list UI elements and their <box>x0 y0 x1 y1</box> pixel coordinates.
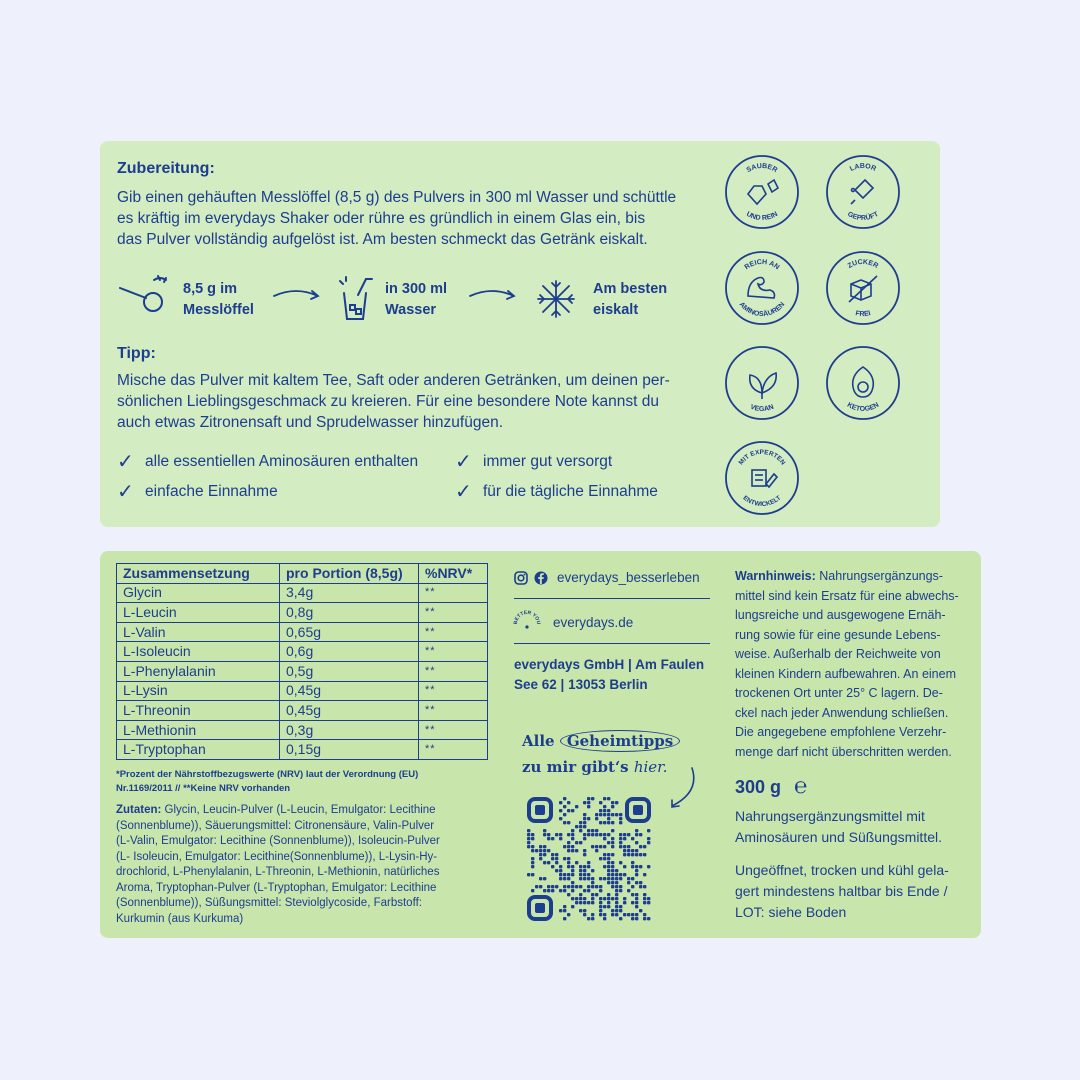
step-line: Am besten <box>593 281 668 297</box>
svg-text:VEGAN <box>749 404 775 413</box>
ingredients-label: Zutaten: <box>116 804 162 816</box>
badge-bottom-text: VEGAN <box>749 403 775 414</box>
nrv-footnote: *Prozent der Nährstoffbezugswerte (NRV) laut der Verordnung (EU) Nr.1169/2011 // **Keine NRV vorhanden <box>116 769 419 794</box>
badge-ketogen <box>825 345 901 421</box>
badge-labor-geprueft <box>825 154 901 230</box>
check-item: ✓ immer gut versorgt <box>455 451 613 473</box>
step-line: 8,5 g im <box>183 281 237 297</box>
social-handle: everydays_besserleben <box>557 570 700 585</box>
preparation-line: Gib einen gehäuften Messlöffel (8,5 g) des Pulvers in 300 ml Wasser und schüttle <box>117 189 677 206</box>
badge-bottom-text: UND REIN <box>745 210 779 223</box>
table-header: pro Portion (8,5g) <box>280 564 419 584</box>
step-scoop-label <box>183 279 254 321</box>
arrow-right-icon <box>272 286 322 302</box>
step-line: Wasser <box>385 302 437 318</box>
step-line: in 300 ml <box>385 281 448 297</box>
social-handle-row[interactable] <box>514 570 700 585</box>
table-row: L-Methionin 0,3g ** <box>117 720 488 740</box>
svg-text:KETOGEN <box>846 402 881 413</box>
step-snowflake-label <box>593 279 667 321</box>
svg-text:FREI <box>855 310 872 318</box>
svg-text:GEPRÜFT <box>846 211 880 223</box>
glass-icon <box>336 275 376 323</box>
table-row: L-Lysin 0,45g ** <box>117 681 488 701</box>
avocado-icon <box>853 367 874 397</box>
website-link: everydays.de <box>553 614 634 630</box>
check-item: ✓ alle essentiellen Aminosäuren enthalten <box>117 451 419 473</box>
svg-text:ZUCKER <box>847 259 879 270</box>
instagram-icon <box>514 571 528 585</box>
better-you-logo-icon <box>512 608 542 636</box>
badge-top-text: REICH AN <box>743 258 781 272</box>
circled-word: Geheimtipps <box>560 730 680 752</box>
product-description: Nahrungsergänzungsmittel mit Aminosäuren und Süßungsmittel. <box>735 808 942 845</box>
svg-text:UND REIN <box>745 211 779 222</box>
cta-line-1: Alle Geheimtipps <box>522 732 680 750</box>
table-header: %NRV* <box>419 564 488 584</box>
badge-bottom-text: AMINOSÄUREN <box>737 301 787 319</box>
badge-reich-an-aminosaeuren <box>724 250 800 326</box>
checkmark-icon: ✓ <box>455 451 472 473</box>
preparation-title: Zubereitung: <box>117 160 215 177</box>
divider <box>514 598 710 599</box>
nutrition-table <box>116 563 488 760</box>
preparation-line: das Pulver vollständig aufgelöst ist. Am besten schmeckt das Getränk eiskalt. <box>117 231 648 248</box>
net-weight: 300 g ℮ <box>735 774 808 799</box>
badge-bottom-text: FREI <box>854 310 872 319</box>
table-row: L-Phenylalanin 0,5g ** <box>117 661 488 681</box>
preparation-text <box>117 187 707 250</box>
tip-line: Mische das Pulver mit kaltem Tee, Saft oder anderen Getränken, um deinen per- <box>117 372 670 389</box>
badge-sauber-und-rein <box>724 154 800 230</box>
arrow-right-icon <box>468 286 518 302</box>
svg-text:BETTER YOU: BETTER YOU <box>512 609 542 625</box>
table-row: L-Valin 0,65g ** <box>117 622 488 642</box>
step-line: eiskalt <box>593 302 639 318</box>
curved-arrow-icon <box>664 766 700 812</box>
svg-text:REICH AN <box>744 259 781 271</box>
badge-zucker-frei <box>825 250 901 326</box>
facebook-icon <box>534 571 548 585</box>
leaf-icon <box>750 373 776 399</box>
svg-text:LABOR <box>849 163 877 173</box>
check-item: ✓ einfache Einnahme <box>117 481 278 503</box>
check-item: ✓ für die tägliche Einnahme <box>455 481 658 503</box>
svg-text:AMINOSÄUREN <box>738 301 787 318</box>
badge-top-text: MIT EXPERTEN <box>737 448 787 467</box>
storage-info: Ungeöffnet, trocken und kühl gela- gert mindestens haltbar bis Ende / LOT: siehe Boden <box>735 862 949 920</box>
table-row: L-Tryptophan 0,15g ** <box>117 740 488 760</box>
estimated-sign: ℮ <box>794 774 808 799</box>
badge-bottom-text: ENTWICKELT <box>741 494 783 509</box>
checkmark-icon: ✓ <box>117 481 134 503</box>
checkmark-icon: ✓ <box>455 481 472 503</box>
table-row: L-Isoleucin 0,6g ** <box>117 642 488 662</box>
sugar-cube-icon <box>849 276 877 302</box>
website-row[interactable] <box>512 608 633 636</box>
qr-code[interactable] <box>526 796 652 922</box>
snowflake-icon <box>536 279 576 319</box>
svg-text:SAUBER <box>746 163 779 174</box>
badge-top-text: SAUBER <box>745 162 779 175</box>
crystal-icon <box>748 180 778 204</box>
tip-text <box>117 370 707 433</box>
table-row: L-Leucin 0,8g ** <box>117 603 488 623</box>
table-header-row <box>117 564 488 584</box>
badge-mit-experten-entwickelt <box>724 440 800 516</box>
badge-top-text: ZUCKER <box>846 258 880 270</box>
badge-top-text: LABOR <box>848 162 878 173</box>
tip-line: auch etwas Zitronensaft und Sprudelwasser hinzufügen. <box>117 414 504 431</box>
svg-text:ENTWICKELT <box>742 495 783 509</box>
svg-text:MIT EXPERTEN <box>738 449 787 467</box>
divider <box>514 643 710 644</box>
ingredients-text: Zutaten: Glycin, Leucin-Pulver (L-Leucin, Emulgator: Lecithine (Sonnenblume)), Säuerungsmittel: Citronensäure, Valin-Pulver (L-Valin, Emulgator: Lecithine (Sonnenblume)), Isoleucin-Pulver (L- Isoleucin, Emulgator: Lecithine(Sonnenblume)), L-Lysin-Hy- drochlorid, L-Phenylalanin, L-Threonin, L-Methionin, natürliches Aroma, Tryptophan-Pulver (L-Tryptophan, Emulgator: Lecithine (Sonnenblume)), Süßungsmittel: Steviolglycoside, Farbstoff: Kurkumin (aus Kurkuma) <box>116 804 440 925</box>
table-header: Zusammensetzung <box>117 564 280 584</box>
checkmark-icon: ✓ <box>117 451 134 473</box>
badge-vegan <box>724 345 800 421</box>
tip-line: sönlichen Lieblingsgeschmack zu kreieren. Für eine besondere Note kannst du <box>117 393 659 410</box>
cta-line-2: zu mir gibt‘s hier. <box>522 758 668 776</box>
warning-text: Warnhinweis: Nahrungsergänzungs- mittel sind kein Ersatz für eine abwechs- lungsreiche und ausgewogene Ernäh- rung sowie für eine gesunde Lebens- weise. Außerhalb der Reichweite von kleinen Kindern aufbewahren. An einem trockenen Ort unter 25° C lagern. De- ckel nach jeder Anwendung schließen. Die angegebene empfohlene Verzehr- menge darf nicht überschritten werden. <box>735 569 959 759</box>
company-address: everydays GmbH | Am Faulen See 62 | 13053 Berlin <box>514 657 705 692</box>
step-line: Messlöffel <box>183 302 254 318</box>
table-row: L-Threonin 0,45g ** <box>117 701 488 721</box>
expert-icon <box>752 470 777 487</box>
scoop-icon <box>118 274 174 318</box>
preparation-line: es kräftig im everydays Shaker oder rühre es gründlich in einem Glas ein, bis <box>117 210 646 227</box>
step-glass-label <box>385 279 447 321</box>
tip-title: Tipp: <box>117 345 156 362</box>
muscle-icon <box>748 278 775 299</box>
badge-bottom-text: KETOGEN <box>845 401 881 414</box>
warning-label: Warnhinweis: <box>735 569 816 583</box>
badge-bottom-text: GEPRÜFT <box>846 210 880 223</box>
table-row: Glycin 3,4g ** <box>117 583 488 603</box>
lab-flask-icon <box>851 180 873 204</box>
